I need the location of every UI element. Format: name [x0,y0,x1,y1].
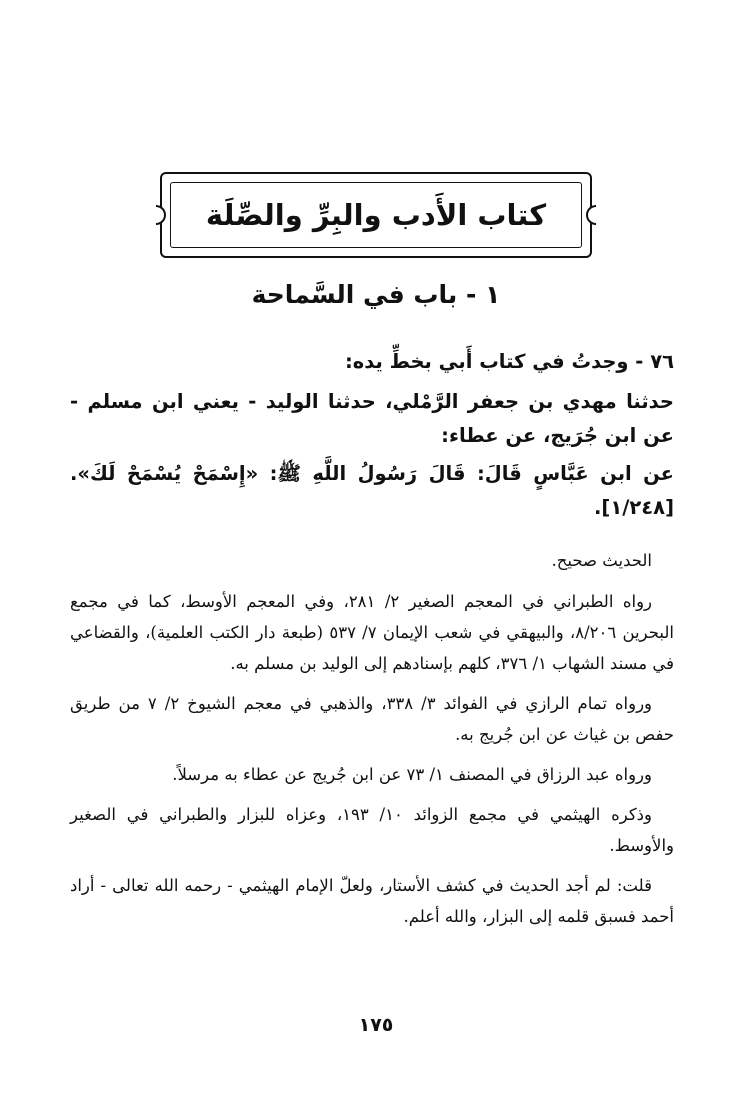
hadith-verdict: الحديث صحيح. [551,551,652,570]
commentary-paragraph: قلت: لم أجد الحديث في كشف الأستار، ولعلّ الإمام الهيثمي - رحمه الله تعالى - أراد أحمد فسبق قلمه إلى البزار، والله أعلم. [70,876,674,926]
page-number: ١٧٥ [358,1014,394,1036]
commentary-paragraph: وذكره الهيثمي في مجمع الزوائد ١٠/ ١٩٣، وعزاه للبزار والطبراني في الصغير والأوسط. [70,805,674,855]
commentary-paragraph: ورواه تمام الرازي في الفوائد ٣/ ٣٣٨، والذهبي في معجم الشيوخ ٢/ ٧ من طريق حفص بن غياث عن ابن جُريج به. [70,694,674,744]
hadith-block [70,345,674,525]
hadith-intro: ٧٦ - وجدتُ في كتاب أَبي بخطِّ يده: [344,350,674,373]
hadith-text: عن ابن عَبَّاسٍ قَالَ: قَالَ رَسُولُ اللَّهِ ﷺ: «إِسْمَحْ يُسْمَحْ لَكَ». [١/٢٤٨]. [70,462,674,519]
commentary-paragraph: رواه الطبراني في المعجم الصغير ٢/ ٢٨١، وفي المعجم الأوسط، كما في مجمع البحرين ٨/٢٠٦، والبيهقي في شعب الإيمان ٧/ ٥٣٧ (طبعة دار الكتب العلمية)، والقضاعي في مسند الشهاب ١/ ٣٧٦، كلهم بإسنادهم إلى الوليد بن مسلم به. [70,592,674,673]
book-title-frame [160,172,592,258]
hadith-chain: حدثنا مهدي بن جعفر الرَّمْلي، حدثنا الوليد - يعني ابن مسلم - عن ابن جُرَيج، عن عطاء: [70,390,674,447]
commentary-paragraph: ورواه عبد الرزاق في المصنف ١/ ٧٣ عن ابن جُريج عن عطاء به مرسلاً. [172,765,652,784]
commentary [70,545,674,941]
book-title: كتاب الأَدب والبِرِّ والصِّلَة [205,198,547,232]
chapter-heading: ١ - باب في السَّماحة [251,280,501,309]
